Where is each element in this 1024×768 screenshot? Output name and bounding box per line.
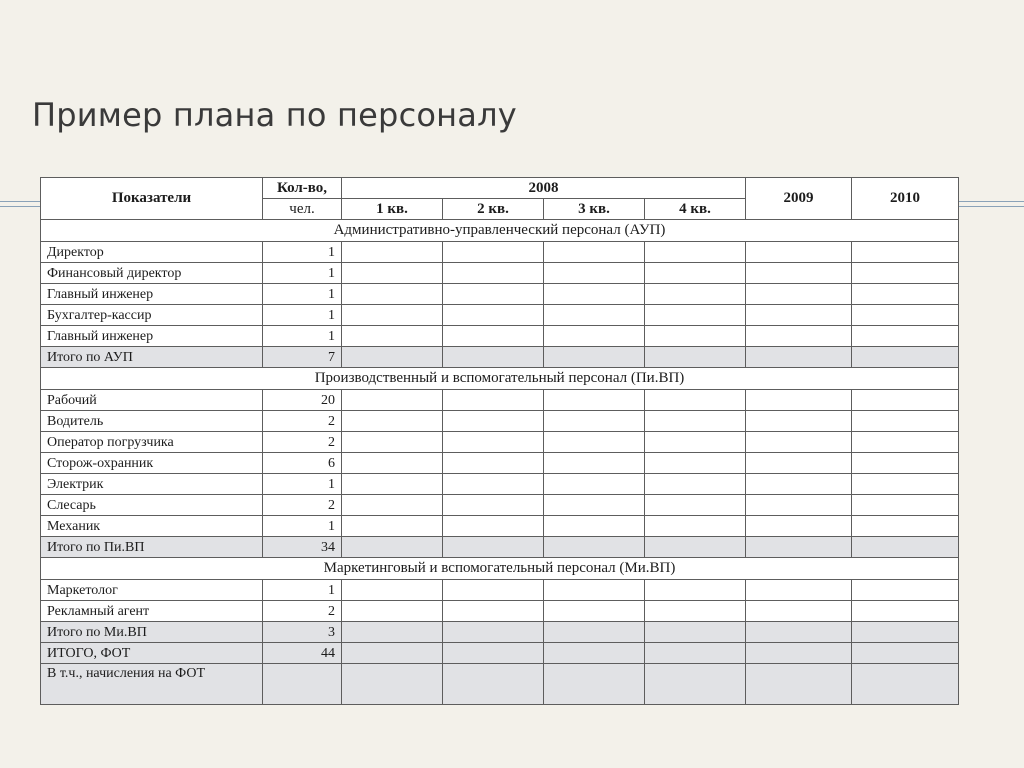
empty-cell xyxy=(342,516,443,537)
table-row xyxy=(41,453,959,474)
empty-cell xyxy=(544,664,645,705)
row-qty: 1 xyxy=(263,580,342,601)
empty-cell xyxy=(443,474,544,495)
empty-cell xyxy=(645,284,746,305)
empty-cell xyxy=(443,453,544,474)
empty-cell xyxy=(342,390,443,411)
empty-cell xyxy=(544,347,645,368)
empty-cell xyxy=(342,580,443,601)
row-qty: 1 xyxy=(263,284,342,305)
empty-cell xyxy=(746,453,852,474)
empty-cell xyxy=(746,263,852,284)
table-row xyxy=(41,411,959,432)
empty-cell xyxy=(746,622,852,643)
empty-cell xyxy=(852,284,959,305)
total-qty: 7 xyxy=(263,347,342,368)
table-row xyxy=(41,601,959,622)
empty-cell xyxy=(852,453,959,474)
row-name: Директор xyxy=(41,242,263,263)
empty-cell xyxy=(645,664,746,705)
header-qty-line1: Кол-во, xyxy=(263,178,342,199)
header-indicators: Показатели xyxy=(41,178,263,220)
empty-cell xyxy=(852,643,959,664)
table-row xyxy=(41,516,959,537)
staff-plan-table xyxy=(40,177,959,705)
empty-cell xyxy=(645,263,746,284)
accruals-name: В т.ч., начисления на ФОТ xyxy=(41,664,263,705)
row-name: Электрик xyxy=(41,474,263,495)
empty-cell xyxy=(852,537,959,558)
empty-cell xyxy=(645,411,746,432)
empty-cell xyxy=(544,390,645,411)
empty-cell xyxy=(443,537,544,558)
empty-cell xyxy=(342,474,443,495)
empty-cell xyxy=(746,432,852,453)
empty-cell xyxy=(443,580,544,601)
grand-total-row xyxy=(41,643,959,664)
row-name: Оператор погрузчика xyxy=(41,432,263,453)
empty-cell xyxy=(746,537,852,558)
empty-cell xyxy=(852,242,959,263)
total-name: Итого по Ми.ВП xyxy=(41,622,263,643)
empty-cell xyxy=(645,580,746,601)
empty-cell xyxy=(544,622,645,643)
total-qty: 3 xyxy=(263,622,342,643)
empty-cell xyxy=(746,601,852,622)
empty-cell xyxy=(342,242,443,263)
empty-cell xyxy=(645,495,746,516)
empty-cell xyxy=(645,326,746,347)
header-q1: 1 кв. xyxy=(342,199,443,220)
empty-cell xyxy=(443,326,544,347)
row-qty: 2 xyxy=(263,432,342,453)
empty-cell xyxy=(746,242,852,263)
empty-cell xyxy=(852,263,959,284)
table-row xyxy=(41,242,959,263)
empty-cell xyxy=(342,263,443,284)
row-qty: 2 xyxy=(263,495,342,516)
section-title-mivp: Маркетинговый и вспомогательный персонал (Ми.ВП) xyxy=(41,558,959,580)
empty-cell xyxy=(342,453,443,474)
table-row xyxy=(41,305,959,326)
total-row-aup xyxy=(41,347,959,368)
empty-cell xyxy=(645,453,746,474)
empty-cell xyxy=(746,284,852,305)
header-year-2009: 2009 xyxy=(746,178,852,220)
empty-cell xyxy=(544,453,645,474)
empty-cell xyxy=(645,643,746,664)
row-qty: 1 xyxy=(263,474,342,495)
empty-cell xyxy=(544,580,645,601)
empty-cell xyxy=(443,432,544,453)
total-row-mivp xyxy=(41,622,959,643)
empty-cell xyxy=(544,411,645,432)
header-year-2010: 2010 xyxy=(852,178,959,220)
row-qty: 1 xyxy=(263,263,342,284)
empty-cell xyxy=(443,305,544,326)
row-name: Слесарь xyxy=(41,495,263,516)
empty-cell xyxy=(544,305,645,326)
header-q3: 3 кв. xyxy=(544,199,645,220)
table-row xyxy=(41,284,959,305)
empty-cell xyxy=(342,622,443,643)
empty-cell xyxy=(852,474,959,495)
staff-plan-table-container xyxy=(40,177,958,705)
empty-cell xyxy=(443,242,544,263)
empty-cell xyxy=(544,643,645,664)
header-year-2008: 2008 xyxy=(342,178,746,199)
empty-cell xyxy=(746,347,852,368)
empty-cell xyxy=(544,474,645,495)
empty-cell xyxy=(342,411,443,432)
empty-cell xyxy=(342,643,443,664)
row-name: Рабочий xyxy=(41,390,263,411)
empty-cell xyxy=(645,474,746,495)
empty-cell xyxy=(544,537,645,558)
row-qty: 6 xyxy=(263,453,342,474)
empty-cell xyxy=(342,326,443,347)
empty-cell xyxy=(544,263,645,284)
empty-cell xyxy=(645,537,746,558)
row-qty: 1 xyxy=(263,242,342,263)
grand-total-qty: 44 xyxy=(263,643,342,664)
accruals-row xyxy=(41,664,959,705)
row-qty: 2 xyxy=(263,601,342,622)
table-row xyxy=(41,495,959,516)
empty-cell xyxy=(443,643,544,664)
empty-cell xyxy=(746,305,852,326)
empty-cell xyxy=(342,601,443,622)
empty-cell xyxy=(852,411,959,432)
empty-cell xyxy=(746,495,852,516)
grand-total-name: ИТОГО, ФОТ xyxy=(41,643,263,664)
empty-cell xyxy=(852,495,959,516)
section-title-pivp: Производственный и вспомогательный персонал (Пи.ВП) xyxy=(41,368,959,390)
empty-cell xyxy=(342,347,443,368)
empty-cell xyxy=(342,537,443,558)
empty-cell xyxy=(645,347,746,368)
empty-cell xyxy=(645,516,746,537)
row-name: Маркетолог xyxy=(41,580,263,601)
empty-cell xyxy=(263,664,342,705)
empty-cell xyxy=(852,390,959,411)
empty-cell xyxy=(852,347,959,368)
empty-cell xyxy=(746,411,852,432)
empty-cell xyxy=(645,622,746,643)
empty-cell xyxy=(544,242,645,263)
empty-cell xyxy=(746,474,852,495)
empty-cell xyxy=(342,305,443,326)
empty-cell xyxy=(342,284,443,305)
row-name: Главный инженер xyxy=(41,326,263,347)
table-row xyxy=(41,263,959,284)
row-name: Бухгалтер-кассир xyxy=(41,305,263,326)
empty-cell xyxy=(342,664,443,705)
empty-cell xyxy=(443,601,544,622)
empty-cell xyxy=(746,326,852,347)
empty-cell xyxy=(443,284,544,305)
empty-cell xyxy=(852,432,959,453)
empty-cell xyxy=(443,622,544,643)
empty-cell xyxy=(645,432,746,453)
empty-cell xyxy=(852,305,959,326)
empty-cell xyxy=(342,432,443,453)
section-title-aup: Административно-управленческий персонал (АУП) xyxy=(41,220,959,242)
row-qty: 1 xyxy=(263,516,342,537)
total-row-pivp xyxy=(41,537,959,558)
table-row xyxy=(41,474,959,495)
row-qty: 1 xyxy=(263,326,342,347)
empty-cell xyxy=(443,516,544,537)
empty-cell xyxy=(645,390,746,411)
empty-cell xyxy=(746,664,852,705)
empty-cell xyxy=(443,347,544,368)
empty-cell xyxy=(443,664,544,705)
table-row xyxy=(41,432,959,453)
row-name: Механик xyxy=(41,516,263,537)
empty-cell xyxy=(852,622,959,643)
empty-cell xyxy=(544,516,645,537)
empty-cell xyxy=(746,643,852,664)
table-row xyxy=(41,390,959,411)
row-qty: 2 xyxy=(263,411,342,432)
empty-cell xyxy=(544,495,645,516)
empty-cell xyxy=(645,305,746,326)
empty-cell xyxy=(852,664,959,705)
total-name: Итого по Пи.ВП xyxy=(41,537,263,558)
row-name: Главный инженер xyxy=(41,284,263,305)
header-q2: 2 кв. xyxy=(443,199,544,220)
empty-cell xyxy=(645,242,746,263)
empty-cell xyxy=(852,580,959,601)
row-name: Финансовый директор xyxy=(41,263,263,284)
table-row xyxy=(41,580,959,601)
empty-cell xyxy=(544,326,645,347)
row-name: Рекламный агент xyxy=(41,601,263,622)
empty-cell xyxy=(443,495,544,516)
empty-cell xyxy=(544,432,645,453)
empty-cell xyxy=(852,601,959,622)
empty-cell xyxy=(342,495,443,516)
row-name: Сторож-охранник xyxy=(41,453,263,474)
row-qty: 1 xyxy=(263,305,342,326)
empty-cell xyxy=(443,390,544,411)
table-row xyxy=(41,326,959,347)
empty-cell xyxy=(746,516,852,537)
total-qty: 34 xyxy=(263,537,342,558)
empty-cell xyxy=(443,263,544,284)
empty-cell xyxy=(443,411,544,432)
empty-cell xyxy=(852,516,959,537)
slide-title: Пример плана по персоналу xyxy=(32,96,517,134)
empty-cell xyxy=(746,390,852,411)
total-name: Итого по АУП xyxy=(41,347,263,368)
empty-cell xyxy=(852,326,959,347)
empty-cell xyxy=(746,580,852,601)
row-name: Водитель xyxy=(41,411,263,432)
header-qty-line2: чел. xyxy=(263,199,342,220)
header-q4: 4 кв. xyxy=(645,199,746,220)
empty-cell xyxy=(544,284,645,305)
row-qty: 20 xyxy=(263,390,342,411)
empty-cell xyxy=(645,601,746,622)
empty-cell xyxy=(544,601,645,622)
